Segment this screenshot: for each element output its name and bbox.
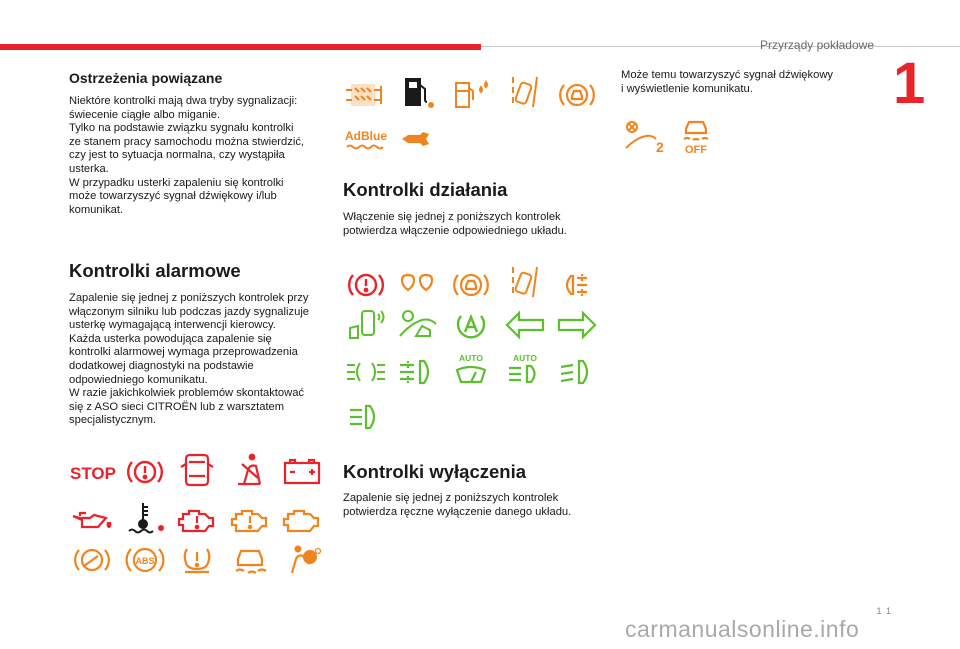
adblue-label: AdBlue <box>345 129 387 143</box>
particle-filter-icon <box>344 78 388 112</box>
engine-fault-red-icon <box>175 503 219 537</box>
sound-message-text: Może temu towarzyszyć sygnał dźwiękowy i wyświetlenie komunikatu. <box>621 69 834 95</box>
operation-lamps-heading: Kontrolki działania <box>343 179 508 200</box>
header-rule <box>481 46 960 47</box>
lane-assist-green-icon <box>344 308 388 342</box>
section-title: Przyrządy pokładowe <box>759 38 874 52</box>
left-indicator-icon <box>503 308 547 342</box>
engine-fault-orange-icon <box>228 503 272 537</box>
main-beam-icon <box>344 400 388 434</box>
active-safety-brake-icon <box>555 78 599 112</box>
page-number: 1 1 <box>876 606 892 616</box>
lane-keep-off-icon <box>622 120 666 154</box>
alarm-lamps-heading: Kontrolki alarmowe <box>69 260 241 281</box>
auto-wipers-icon <box>449 352 493 386</box>
door-open-icon <box>175 452 219 486</box>
alarm-lamps-text: Zapalenie się jednej z poniższych kontrolek przy włączonym silniku lub podczas jazdy sygnalizuje usterkę wymagającą interwencji kierowcy. Każda usterka powodująca zapalenie się kontrolki alarmowej wymaga przeprowadzenia dodatkowej diagnostyki na podstawie odpowiedniego komunikatu. W razie jakichkolwiek problemów skontaktować się z ASO sieci CITROËN lub z warsztatem specjalistycznym. <box>69 292 310 427</box>
stability-off-icon <box>674 117 718 156</box>
deactivation-lamps-heading: Kontrolki wyłączenia <box>343 461 526 482</box>
rear-foglight-icon <box>555 268 599 302</box>
stop-label: STOP <box>70 464 116 483</box>
hill-assist-icon <box>70 543 114 577</box>
lane-departure-orange-icon <box>503 75 547 109</box>
coolant-temperature-icon <box>123 500 167 534</box>
oil-pressure-icon <box>70 503 114 537</box>
front-foglights-icon <box>396 355 440 389</box>
fuel-level-icon <box>396 75 440 109</box>
chapter-number: 1 <box>893 51 926 116</box>
header-accent-bar <box>0 44 481 50</box>
tyre-pressure-icon <box>175 543 219 577</box>
service-wrench-icon <box>396 122 440 156</box>
watermark: carmanualsonline.info <box>625 616 860 642</box>
abs-icon <box>123 543 167 577</box>
battery-icon <box>280 455 324 489</box>
sidelights-icon <box>344 355 388 389</box>
seatbelt-icon <box>228 452 272 486</box>
glow-plugs-icon <box>396 268 440 302</box>
engine-emissions-icon <box>280 503 324 537</box>
airbag-icon <box>280 543 324 577</box>
lane-keep-off-label: 2 <box>656 139 664 155</box>
auto-wipers-label: AUTO <box>459 353 483 363</box>
dipped-beam-icon <box>555 355 599 389</box>
stop-start-green-icon <box>449 308 493 342</box>
stop-warning-icon <box>70 455 114 489</box>
stability-off-label: OFF <box>685 144 707 156</box>
brake-warning-icon <box>123 455 167 489</box>
operation-lamps-text: Włączenie się jednej z poniższych kontrolek potwierdza włączenie odpowiedniego układu. <box>343 211 567 237</box>
right-indicator-icon <box>555 308 599 342</box>
auto-headlamp-icon <box>503 352 547 386</box>
stability-control-icon <box>228 543 272 577</box>
deactivation-lamps-text: Zapalenie się jednej z poniższych kontrolek potwierdza ręczne wyłączenie danego układu. <box>343 492 572 518</box>
auto-headlamp-label: AUTO <box>513 353 537 363</box>
speed-limiter-green-icon <box>396 308 440 342</box>
parking-brake-icon <box>344 268 388 302</box>
adblue-icon <box>344 122 392 156</box>
abs-label: ABS <box>135 556 155 566</box>
related-warnings-heading: Ostrzeżenia powiązane <box>69 70 223 86</box>
related-warnings-text: Niektóre kontrolki mają dwa tryby sygnalizacji: świecenie ciągłe albo miganie. Tylko na podstawie związku sygnału kontrolki ze stanem pracy samochodu można stwierdzić, czy jest to sytuacja normalna, czy wystąpiła usterka. W przypadku usterki zapaleniu się kontrolki może towarzyszyć sygnał dźwiękowy i/lub komunikat. <box>69 95 305 216</box>
lane-departure-active-icon <box>503 265 547 299</box>
water-in-diesel-icon <box>449 78 493 112</box>
auto-brake-active-icon <box>449 268 493 302</box>
